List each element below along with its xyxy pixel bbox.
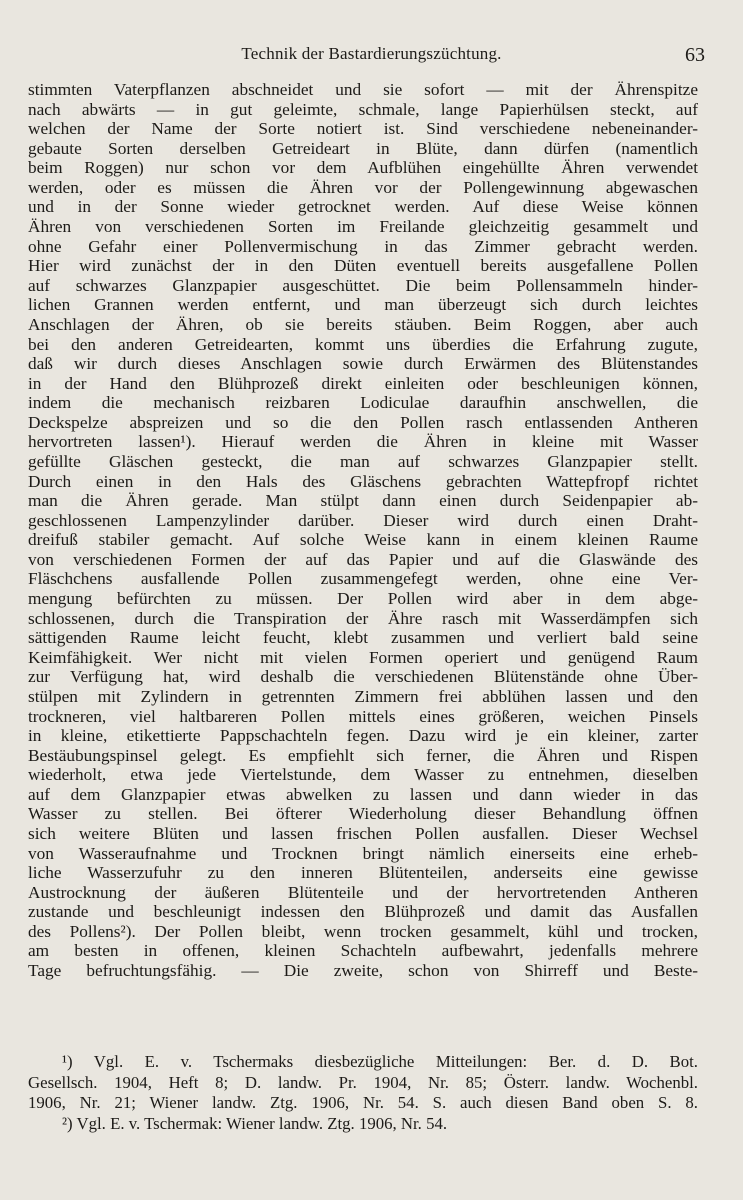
text-line: des Pollens²). Der Pollen bleibt, wenn trocken gesammelt, kühl und trocken, [28, 921, 698, 941]
text-line: von verschiedenen Formen der auf das Papier und auf die Glaswände des [28, 549, 698, 569]
text-line: nach abwärts — in gut geleimte, schmale, lange Papierhülsen steckt, auf [28, 99, 698, 119]
text-line: Keimfähigkeit. Wer nicht mit vielen Formen operiert und genügend Raum [28, 647, 698, 667]
text-line: Durch einen in den Hals des Gläschens gebrachten Wattepfropf richtet [28, 471, 698, 491]
text-line: auf dem Glanzpapier etwas abwelken zu lassen und dann wieder in das [28, 784, 698, 804]
text-line: zur Verfügung hat, wird deshalb die verschiedenen Blütenstände ohne Über- [28, 667, 698, 687]
text-line: in der Hand den Blühprozeß direkt einleiten oder beschleunigen können, [28, 373, 698, 393]
text-line: liche Wasserzufuhr zu den inneren Blütenteilen, anderseits eine gewisse [28, 863, 698, 883]
footnote-line: 1906, Nr. 21; Wiener landw. Ztg. 1906, Nr. 54. S. auch diesen Band oben S. 8. [28, 1093, 698, 1112]
body-text [28, 80, 698, 981]
text-line: Ähren von verschiedenen Sorten im Freilande gleichzeitig gesammelt und [28, 217, 698, 237]
footnote-line: Gesellsch. 1904, Heft 8; D. landw. Pr. 1904, Nr. 85; Österr. landw. Wochenbl. [28, 1072, 698, 1092]
footnote-line: ¹) Vgl. E. v. Tschermaks diesbezügliche Mitteilungen: Ber. d. D. Bot. [62, 1052, 698, 1071]
text-line: am besten in offenen, kleinen Schachteln aufbewahrt, jedenfalls mehrere [28, 941, 698, 961]
footnotes [28, 1052, 698, 1134]
text-line: bei den anderen Getreidearten, kommt uns überdies die Erfahrung zugute, [28, 334, 698, 354]
text-line: sättigenden Raume leicht feucht, klebt zusammen und verliert bald seine [28, 628, 698, 648]
text-line: Bestäubungspinsel gelegt. Es empfiehlt sich ferner, die Ähren und Rispen [28, 745, 698, 765]
text-line: Anschlagen der Ähren, ob sie bereits stäuben. Beim Roggen, aber auch [28, 314, 698, 334]
text-line: beim Roggen) nur schon vor dem Aufblühen eingehüllte Ähren verwendet [28, 158, 698, 178]
text-line: zustande und beschleunigt indessen den Blühprozeß und damit das Ausfallen [28, 902, 698, 922]
text-line: gefüllte Gläschen gesteckt, die man auf schwarzes Glanzpapier stellt. [28, 451, 698, 471]
running-title: Technik der Bastardierungszüchtung. [241, 44, 502, 63]
text-line: Austrocknung der äußeren Blütenteile und der hervortretenden Antheren [28, 882, 698, 902]
text-line: Fläschchens ausfallende Pollen zusammengefegt werden, ohne eine Ver- [28, 569, 698, 589]
text-line: welchen der Name der Sorte notiert ist. Sind verschiedene nebeneinander- [28, 119, 698, 139]
text-line: trockneren, viel haltbareren Pollen mittels eines größeren, weichen Pinsels [28, 706, 698, 726]
text-line: werden, oder es müssen die Ähren vor der Pollengewinnung abgewaschen [28, 177, 698, 197]
text-line: stülpen mit Zylindern in getrennten Zimmern frei abblühen lassen und den [28, 686, 698, 706]
text-line: Deckspelze abspreizen und so die den Pollen rasch entlassenden Antheren [28, 412, 698, 432]
text-line: stimmten Vaterpflanzen abschneidet und sie sofort — mit der Ährenspitze [28, 80, 698, 99]
text-line: in kleine, etikettierte Pappschachteln fegen. Dazu wird je ein kleiner, zarter [28, 726, 698, 746]
page-number: 63 [685, 44, 705, 66]
text-line: geschlossenen Lampenzylinder darüber. Dieser wird durch einen Draht- [28, 510, 698, 530]
text-line: mengung befürchten zu müssen. Der Pollen wird aber in dem abge- [28, 589, 698, 609]
text-line: Hier wird zunächst der in den Düten eventuell bereits ausgefallene Pollen [28, 256, 698, 276]
text-line: schlossenen, durch die Transpiration der Ähre rasch mit Wasserdämpfen sich [28, 608, 698, 628]
text-line: von Wasseraufnahme und Trocknen bringt nämlich einerseits eine erheb- [28, 843, 698, 863]
text-line: daß wir durch dieses Anschlagen sowie durch Erwärmen des Blütenstandes [28, 354, 698, 374]
text-line: sich weitere Blüten und lassen frischen Pollen ausfallen. Dieser Wechsel [28, 823, 698, 843]
text-line: indem die mechanisch reizbaren Lodiculae daraufhin anschwellen, die [28, 393, 698, 413]
text-line: auf schwarzes Glanzpapier ausgeschüttet. Die beim Pollensammeln hinder- [28, 275, 698, 295]
text-line: Wasser zu stellen. Bei öfterer Wiederholung dieser Behandlung öffnen [28, 804, 698, 824]
text-line: ohne Gefahr einer Pollenvermischung in das Zimmer gebracht werden. [28, 236, 698, 256]
text-line: und in der Sonne wieder getrocknet werden. Auf diese Weise können [28, 197, 698, 217]
text-line: man die Ähren gerade. Man stülpt dann einen durch Seidenpapier ab- [28, 491, 698, 511]
text-line: lichen Grannen werden entfernt, und man überzeugt sich durch leichtes [28, 295, 698, 315]
text-line: dreifuß stabiler gemacht. Auf solche Weise kann in einem kleinen Raume [28, 530, 698, 550]
text-line: Tage befruchtungsfähig. — Die zweite, schon von Shirreff und Beste- [28, 961, 698, 981]
text-line: hervortreten lassen¹). Hierauf werden die Ähren in kleine mit Wasser [28, 432, 698, 452]
page-header [0, 44, 743, 68]
text-line: gebaute Sorten derselben Getreideart in Blüte, dann dürfen (namentlich [28, 138, 698, 158]
footnote-line: ²) Vgl. E. v. Tschermak: Wiener landw. Ztg. 1906, Nr. 54. [62, 1113, 448, 1133]
text-line: wiederholt, etwa jede Viertelstunde, dem Wasser zu entnehmen, dieselben [28, 765, 698, 785]
